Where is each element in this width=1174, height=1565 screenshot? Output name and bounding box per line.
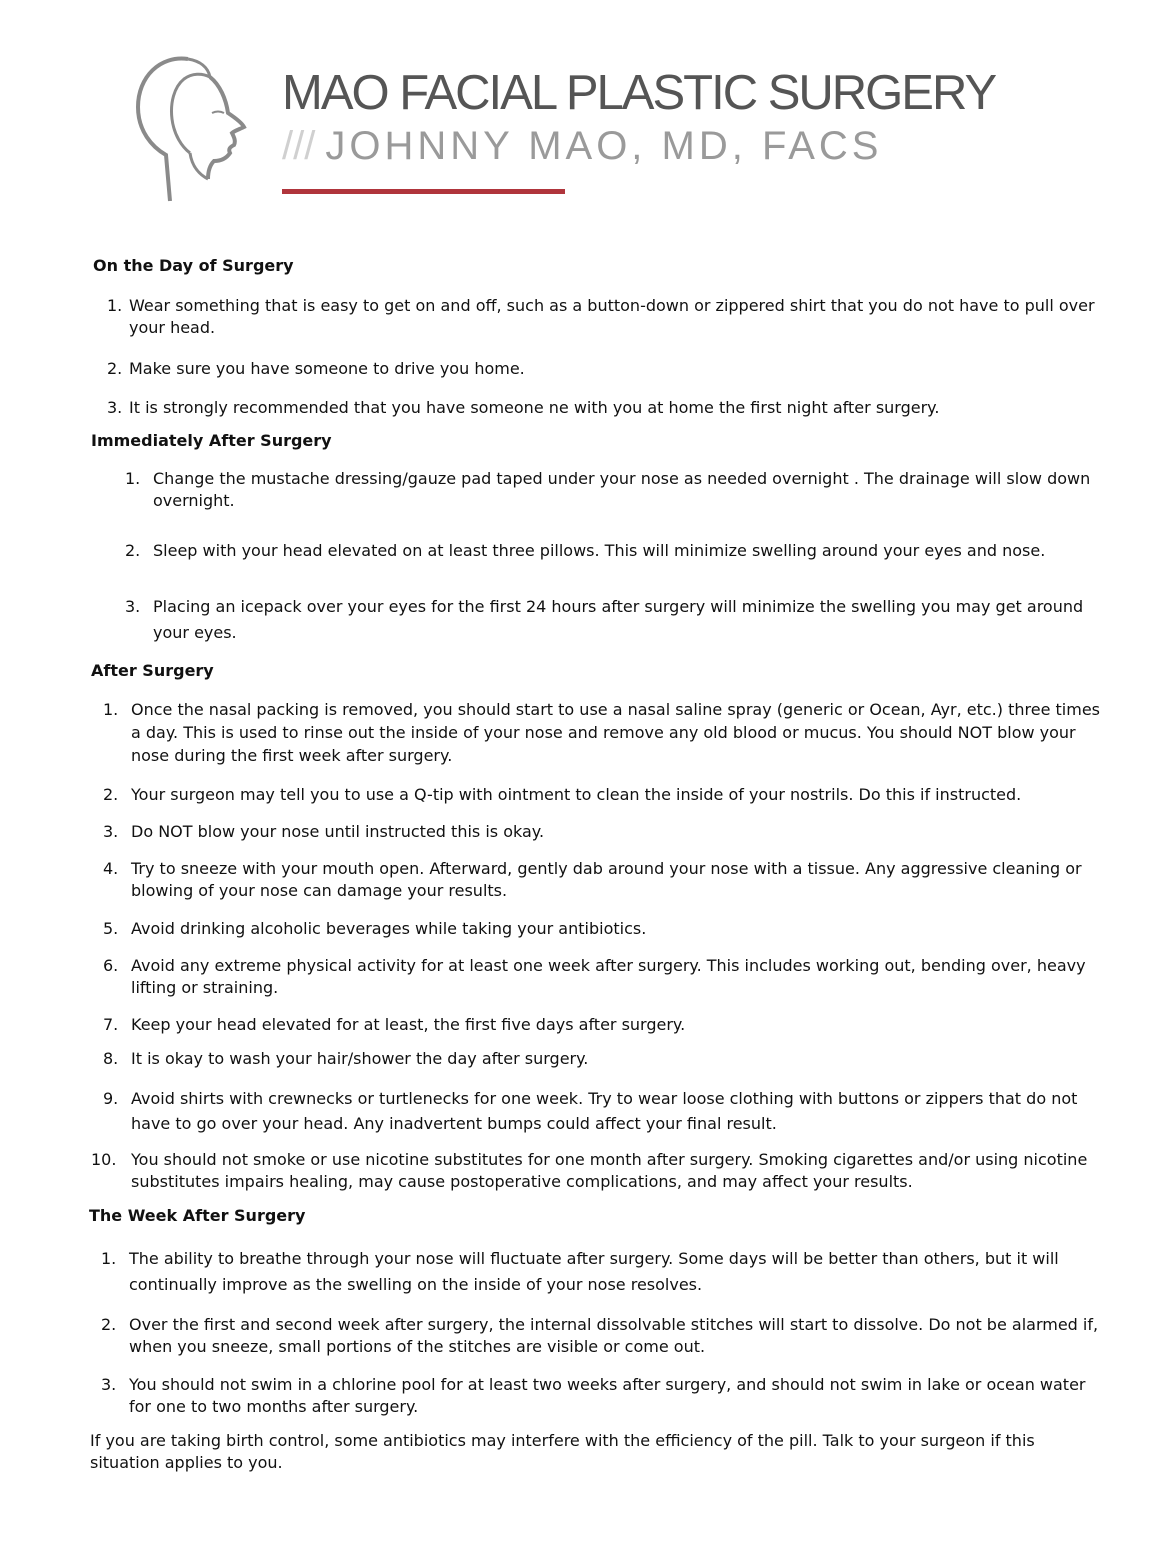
section-title: After Surgery — [91, 661, 214, 680]
list-item — [93, 295, 1100, 339]
list-item — [91, 540, 1100, 562]
section-after-surgery — [91, 660, 1100, 1193]
section-immediately-after — [91, 430, 1100, 646]
item-number: 4. — [103, 859, 119, 878]
item-number: 1. — [107, 296, 123, 315]
brand-subtitle — [282, 124, 882, 169]
item-number: 9. — [103, 1089, 119, 1108]
section-title: The Week After Surgery — [89, 1206, 306, 1225]
birth-control-note: If you are taking birth control, some antibiotics may interfere with the efficiency of the pill. Talk to your surgeon if this situation applies to you. — [90, 1431, 1035, 1472]
item-text: Your surgeon may tell you to use a Q-tip with ointment to clean the inside of your nostrils. Do this if instructed. — [131, 785, 1022, 804]
list-item — [91, 1014, 1100, 1036]
item-text: Over the first and second week after surgery, the internal dissolvable stitches will start to dissolve. Do not be alarmed if, when you sneeze, small portions of the stitches are visible or come out. — [129, 1315, 1099, 1356]
item-text: Make sure you have someone to drive you home. — [129, 359, 525, 378]
item-number: 2. — [101, 1315, 117, 1334]
list-item — [89, 1374, 1100, 1418]
item-number: 8. — [103, 1049, 119, 1068]
letterhead — [130, 55, 1000, 205]
item-text: Try to sneeze with your mouth open. Afterward, gently dab around your nose with a tissue. Any aggressive cleaning or blowing of your nose can damage your results. — [131, 859, 1082, 900]
item-text: Wear something that is easy to get on and off, such as a button-down or zippered shirt that you do not have to pull over your head. — [129, 296, 1095, 337]
item-text: It is strongly recommended that you have someone ne with you at home the first night after surgery. — [129, 398, 940, 417]
item-text: It is okay to wash your hair/shower the day after surgery. — [131, 1049, 589, 1068]
section-day-of-surgery — [93, 255, 1100, 419]
item-number: 2. — [125, 541, 141, 560]
section-title: On the Day of Surgery — [93, 256, 294, 275]
list-item — [91, 784, 1100, 806]
item-number: 1. — [125, 469, 141, 488]
list-item — [91, 955, 1100, 999]
item-number: 2. — [103, 785, 119, 804]
item-text: Avoid any extreme physical activity for at least one week after surgery. This includes working out, bending over, heavy lifting or straining. — [131, 956, 1086, 997]
section-title: Immediately After Surgery — [91, 431, 332, 450]
item-number: 5. — [103, 919, 119, 938]
item-text: You should not swim in a chlorine pool for at least two weeks after surgery, and should not swim in lake or ocean water for one to two months after surgery. — [129, 1375, 1086, 1416]
list-item — [93, 397, 1100, 419]
item-number: 3. — [107, 398, 123, 417]
item-text: Avoid drinking alcoholic beverages while taking your antibiotics. — [131, 919, 647, 938]
item-number: 3. — [125, 597, 141, 616]
item-number: 1. — [101, 1249, 117, 1268]
list-item — [91, 468, 1100, 512]
instruction-list — [93, 295, 1100, 419]
list-item — [91, 858, 1100, 902]
brand-subtitle-text: JOHNNY MAO, MD, FACS — [325, 124, 883, 168]
instruction-list — [89, 1246, 1100, 1418]
item-text: Avoid shirts with crewnecks or turtlenecks for one week. Try to wear loose clothing with buttons or zippers that do not have to go over your head. Any inadvertent bumps could affect your final result. — [131, 1089, 1078, 1133]
list-item — [91, 698, 1100, 767]
list-item — [89, 1314, 1100, 1358]
item-number: 10. — [91, 1150, 117, 1169]
list-item — [91, 1149, 1100, 1193]
item-text: Placing an icepack over your eyes for the first 24 hours after surgery will minimize the swelling you may get around your eyes. — [153, 597, 1084, 642]
item-number: 2. — [107, 359, 123, 378]
face-profile-icon — [130, 55, 255, 203]
list-item — [91, 594, 1100, 646]
instruction-list — [91, 698, 1100, 1193]
list-item — [91, 1086, 1100, 1136]
brand-title: MAO FACIAL PLASTIC SURGERY — [282, 66, 996, 120]
item-text: You should not smoke or use nicotine substitutes for one month after surgery. Smoking cigarettes and/or using nicotine substitutes impairs healing, may cause postoperative complications, and may affect your results. — [131, 1150, 1088, 1191]
brand-slashes: /// — [282, 124, 316, 168]
item-text: Once the nasal packing is removed, you should start to use a nasal saline spray (generic or Ocean, Ayr, etc.) three times a day. This is used to rinse out the inside of your nose and remove any old blood or mucus. You should NOT blow your nose during the first week after surgery. — [131, 700, 1100, 765]
item-number: 7. — [103, 1015, 119, 1034]
list-item — [91, 1048, 1100, 1070]
list-item — [91, 918, 1100, 940]
brand-accent-bar — [282, 189, 565, 194]
list-item — [91, 821, 1100, 843]
section-week-after — [89, 1205, 1100, 1418]
item-text: The ability to breathe through your nose will fluctuate after surgery. Some days will be better than others, but it will continually improve as the swelling on the inside of your nose resolves. — [129, 1249, 1059, 1294]
list-item — [93, 358, 1100, 380]
instruction-list — [91, 468, 1100, 646]
item-number: 3. — [103, 822, 119, 841]
item-text: Keep your head elevated for at least, the first five days after surgery. — [131, 1015, 686, 1034]
item-number: 1. — [103, 700, 119, 719]
item-text: Change the mustache dressing/gauze pad taped under your nose as needed overnight . The drainage will slow down overnight. — [153, 469, 1091, 510]
list-item — [89, 1246, 1100, 1298]
instructions-document — [90, 255, 1100, 1474]
item-text: Do NOT blow your nose until instructed this is okay. — [131, 822, 545, 841]
item-number: 6. — [103, 956, 119, 975]
item-text: Sleep with your head elevated on at least three pillows. This will minimize swelling around your eyes and nose. — [153, 541, 1046, 560]
item-number: 3. — [101, 1375, 117, 1394]
